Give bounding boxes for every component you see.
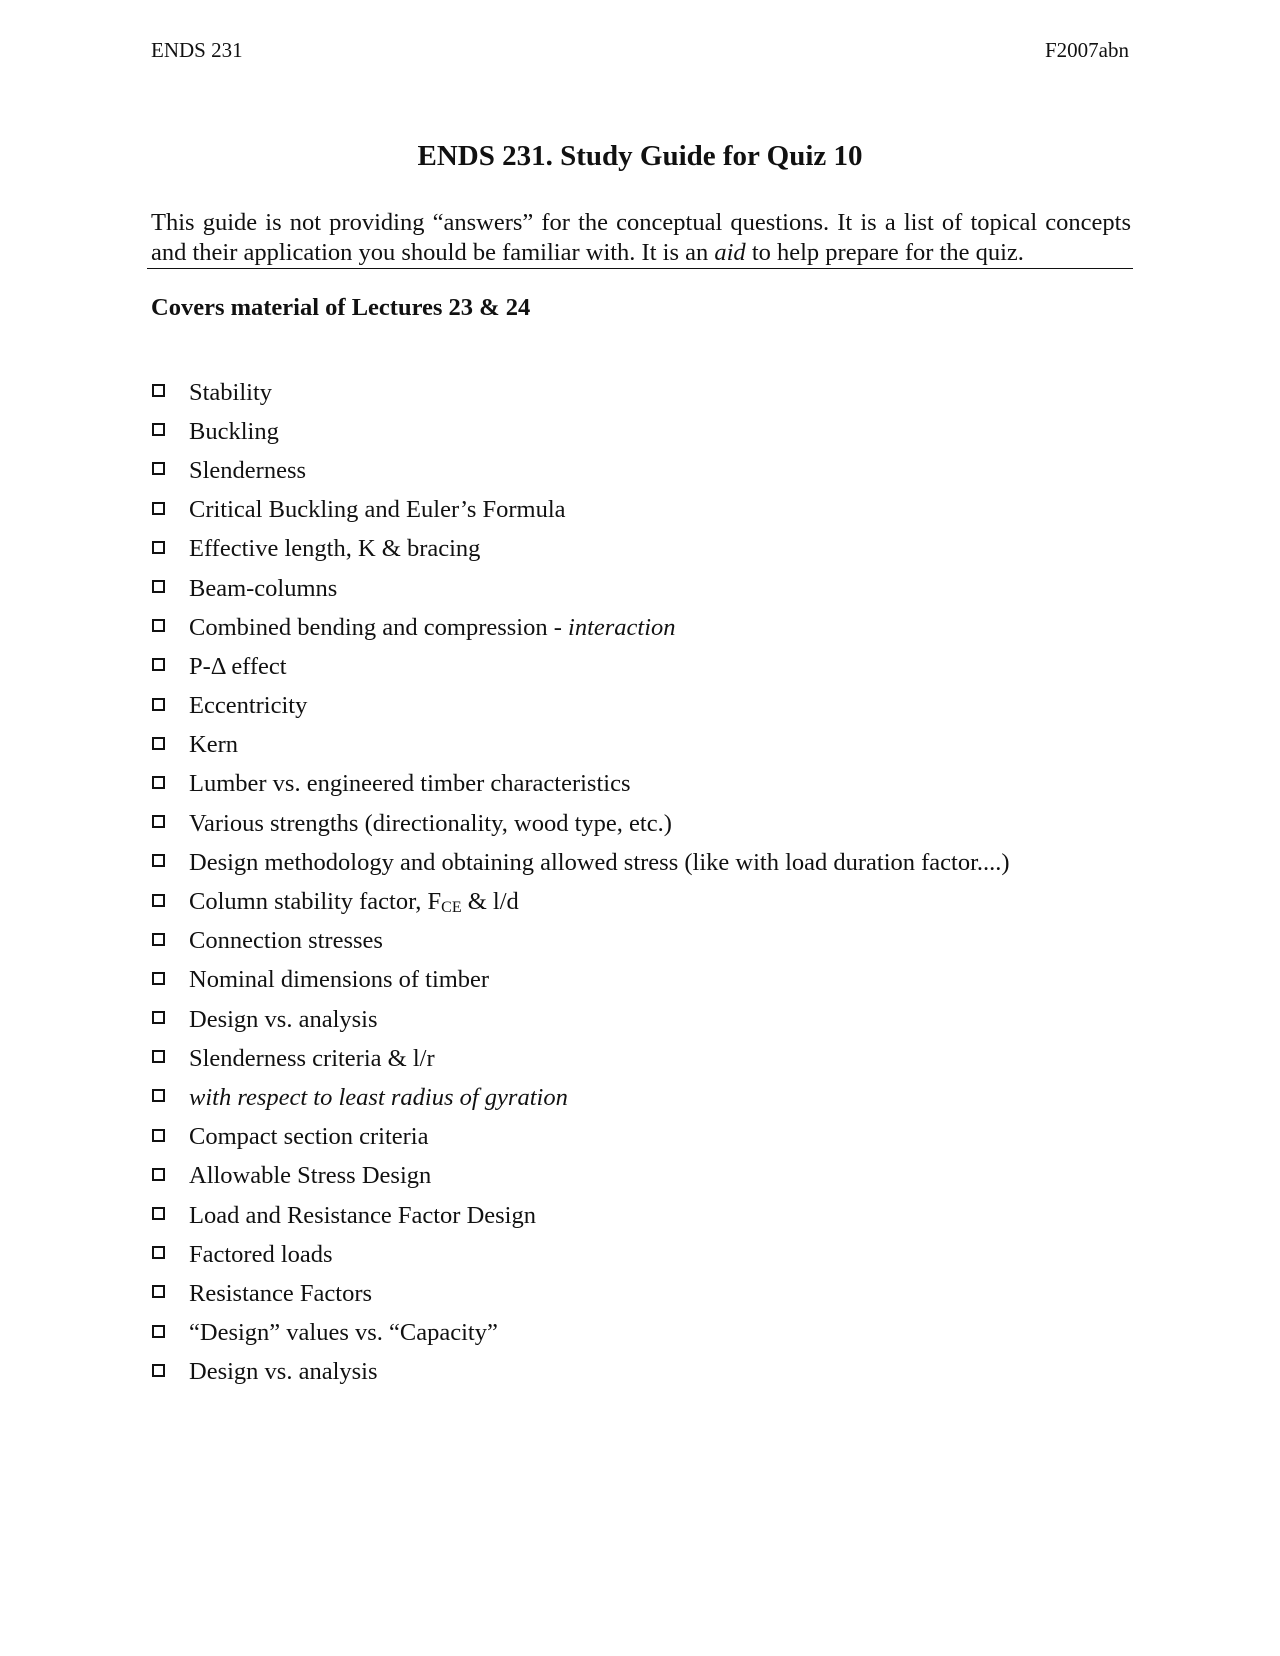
topic-item: [152, 687, 1010, 726]
topic-label-text: Combined bending and compression -: [189, 613, 569, 641]
topic-item: [152, 726, 1010, 765]
topic-label-suffix: & l/d: [461, 887, 519, 915]
topic-label: Slenderness criteria & l/r: [189, 1044, 435, 1072]
topic-item: [152, 1157, 1010, 1196]
topic-label-text: Column stability factor, F: [189, 887, 442, 915]
topic-label: Load and Resistance Factor Design: [189, 1201, 536, 1229]
topic-item: [152, 765, 1010, 804]
topic-item: [152, 882, 1010, 921]
topic-label: Stability: [189, 378, 273, 406]
topic-label: [189, 888, 519, 917]
checkbox-icon[interactable]: [152, 1364, 165, 1377]
topic-label: with respect to least radius of gyration: [189, 1083, 568, 1111]
topic-label: Design vs. analysis: [189, 1358, 378, 1386]
checkbox-icon[interactable]: [152, 384, 165, 397]
topic-label-subscript: CE: [441, 898, 462, 916]
checkbox-icon[interactable]: [152, 1168, 165, 1181]
topic-label: P-Δ effect: [189, 652, 287, 680]
checkbox-icon[interactable]: [152, 1325, 165, 1338]
intro-line-1: This guide is not providing “answers” for the conceptual questions. It is a list of topical concepts: [151, 209, 1131, 236]
checkbox-icon[interactable]: [152, 933, 165, 946]
topic-label-italic: interaction: [568, 613, 676, 641]
checkbox-icon[interactable]: [152, 658, 165, 671]
topic-label: Lumber vs. engineered timber characteristics: [189, 770, 631, 798]
checkbox-icon[interactable]: [152, 462, 165, 475]
checkbox-icon[interactable]: [152, 815, 165, 828]
topic-item: [152, 1274, 1010, 1313]
checkbox-icon[interactable]: [152, 894, 165, 907]
topic-label: Effective length, K & bracing: [189, 535, 481, 563]
intro-line-2-end: to help prepare for the quiz.: [745, 239, 1024, 266]
topic-item: [152, 1078, 1010, 1117]
running-header-course: ENDS 231: [151, 38, 243, 62]
topic-item: [152, 569, 1010, 608]
topic-label: “Design” values vs. “Capacity”: [189, 1319, 498, 1347]
topic-item: [152, 1353, 1010, 1392]
topic-label: Design methodology and obtaining allowed stress (like with load duration factor....): [189, 848, 1010, 876]
checkbox-icon[interactable]: [152, 1129, 165, 1142]
topic-item: [152, 1118, 1010, 1157]
topic-item: [152, 961, 1010, 1000]
page-title: ENDS 231. Study Guide for Quiz 10: [417, 140, 863, 172]
topic-label: [189, 614, 676, 642]
checkbox-icon[interactable]: [152, 1285, 165, 1298]
topic-item: [152, 412, 1010, 451]
topic-label: Buckling: [189, 417, 279, 445]
topic-label: Compact section criteria: [189, 1123, 429, 1151]
topic-item: [152, 451, 1010, 490]
topic-checklist: [152, 373, 1010, 1392]
checkbox-icon[interactable]: [152, 541, 165, 554]
topic-label: Various strengths (directionality, wood type, etc.): [189, 809, 672, 837]
topic-label: Factored loads: [189, 1240, 333, 1268]
intro-divider: [147, 268, 1133, 269]
checkbox-icon[interactable]: [152, 619, 165, 632]
covers-heading: Covers material of Lectures 23 & 24: [151, 294, 531, 321]
topic-label: Critical Buckling and Euler’s Formula: [189, 496, 566, 524]
checkbox-icon[interactable]: [152, 1011, 165, 1024]
checkbox-icon[interactable]: [152, 737, 165, 750]
topic-item: [152, 373, 1010, 412]
checkbox-icon[interactable]: [152, 1050, 165, 1063]
topic-item: [152, 922, 1010, 961]
checkbox-icon[interactable]: [152, 1089, 165, 1102]
topic-label: Nominal dimensions of timber: [189, 966, 490, 994]
intro-line-2-start: and their application you should be familiar with. It is an: [151, 239, 715, 266]
topic-item: [152, 1314, 1010, 1353]
checkbox-icon[interactable]: [152, 776, 165, 789]
topic-label: Allowable Stress Design: [189, 1162, 432, 1190]
checkbox-icon[interactable]: [152, 423, 165, 436]
topic-item: [152, 1000, 1010, 1039]
topic-label: Eccentricity: [189, 692, 308, 720]
checkbox-icon[interactable]: [152, 1207, 165, 1220]
checkbox-icon[interactable]: [152, 698, 165, 711]
topic-item: [152, 1196, 1010, 1235]
checkbox-icon[interactable]: [152, 854, 165, 867]
topic-item: [152, 1235, 1010, 1274]
checkbox-icon[interactable]: [152, 502, 165, 515]
topic-label: Resistance Factors: [189, 1279, 373, 1307]
intro-emphasis: aid: [714, 239, 746, 266]
topic-item: [152, 608, 1010, 647]
intro-paragraph: [151, 208, 1131, 268]
running-header-doc-code: F2007abn: [1045, 38, 1129, 62]
intro-line-2: [151, 238, 1131, 268]
checkbox-icon[interactable]: [152, 1246, 165, 1259]
topic-label: Slenderness: [189, 456, 307, 484]
topic-label: Kern: [189, 731, 238, 759]
topic-item: [152, 530, 1010, 569]
topic-item: [152, 491, 1010, 530]
checkbox-icon[interactable]: [152, 972, 165, 985]
topic-item: [152, 804, 1010, 843]
topic-label: Connection stresses: [189, 927, 383, 955]
topic-item: [152, 647, 1010, 686]
topic-label: Design vs. analysis: [189, 1005, 378, 1033]
topic-item: [152, 843, 1010, 882]
topic-label: Beam-columns: [189, 574, 338, 602]
topic-item: [152, 1039, 1010, 1078]
checkbox-icon[interactable]: [152, 580, 165, 593]
